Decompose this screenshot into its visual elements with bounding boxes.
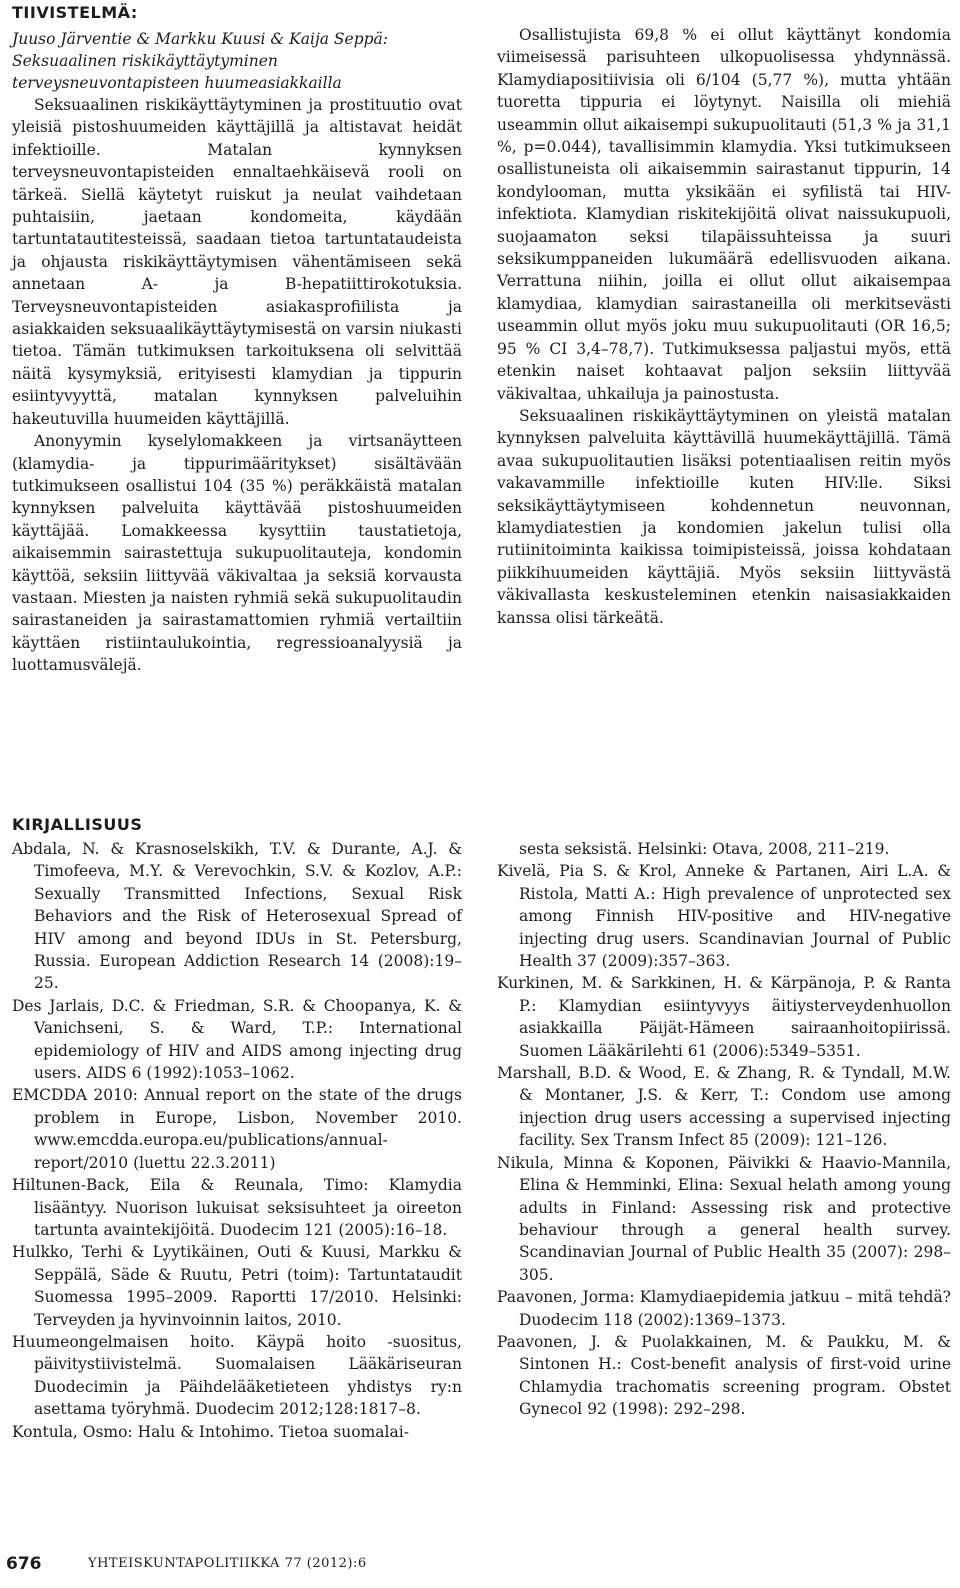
reference-item: Hulkko, Terhi & Lyytikäinen, Outi & Kuusi, Markku & Seppälä, Säde & Ruutu, Petri (toim): Tartuntataudit Suomessa 1995–2009. Raportti 17/2010. Helsinki: Terveyden ja hyvinvoinnin laitos, 2010.: [12, 1243, 462, 1329]
reference-item: Abdala, N. & Krasnoselskikh, T.V. & Durante, A.J. & Timofeeva, M.Y. & Verevochkin, S.V. & Kozlov, A.P.: Sexually Transmitted Infections, Sexual Risk Behaviors and the Risk of Heterosexual Spread of HIV among and beyond IDUs in St. Petersburg, Russia. European Addiction Research 14 (2008):19–25.: [12, 840, 462, 993]
journal-name: YHTEISKUNTAPOLITIIKKA 77 (2012):6: [88, 1556, 367, 1571]
reference-item: Paavonen, Jorma: Klamydiaepidemia jatkuu – mitä tehdä? Duodecim 118 (2002):1369–1373.: [497, 1288, 951, 1329]
page-footer: [0, 1547, 960, 1581]
abstract-title: Juuso Järventie & Markku Kuusi & Kaija Seppä: Seksuaalinen riskikäyttäytyminen terveysneuvontapisteen huumeasiakkailla: [12, 30, 389, 92]
references-heading-wrap: [12, 816, 142, 840]
reference-item: Des Jarlais, D.C. & Friedman, S.R. & Choopanya, K. & Vanichseni, S. & Ward, T.P.: International epidemiology of HIV and AIDS among injecting drug users. AIDS 6 (1992):1053–1062.: [12, 996, 462, 1083]
references-heading: KIRJALLISUUS: [12, 815, 143, 834]
abstract-column-left: [12, 4, 462, 677]
abstract-heading: TIIVISTELMÄ:: [12, 3, 138, 22]
references-column-right: [497, 838, 951, 1421]
abstract-paragraph: Seksuaalinen riskikäyttäytyminen on yleistä matalan kynnyksen palveluita käyttävillä huumekäyttäjillä. Tämä avaa sukupuolitautien lisäksi potentiaalisen reitin myös vakavammille infektioille kuten HIV:lle. Siksi seksikäyttäytymiseen kohdennetun neuvonnan, klamydiatestien ja kondomien jakelun tulisi olla rutiinitoiminta kaikissa toimipisteissä, joissa kohdataan piikkihuumeiden käyttäjiä. Myös seksiin liittyvästä väkivallasta keskusteleminen etenkin naisasiakkaiden kanssa olisi tärkeätä.: [497, 406, 951, 627]
abstract-paragraph: Osallistujista 69,8 % ei ollut käyttänyt kondomia viimeisessä parisuhteen ulkopuolisessa yhdynnässä. Klamydiapositiivisia oli 6/104 (5,77 %), mutta yhtään tuoretta tippuria ei löytynyt. Naisilla oli miehiä useammin ollut aikaisempi sukupuolitauti (51,3 % ja 31,1 %, p=0.044), tavallisimmin klamydia. Yksi tutkimukseen osallistuneista oli aikaisemmin sairastanut tippurin, 14 kondylooman, mutta yksikään ei syfilistä tai HIV-infektiota. Klamydian riskitekijöitä olivat naissukupuoli, suojaamaton seksi tilapäissuhteissa ja suuri seksikumppaneiden lukumäärä edellisvuoden aikana. Verrattuna niihin, joilla ei ollut ollut aikaisempaa klamydiaa, klamydian sairastaneilla oli merkitsevästi useammin ollut myös joku muu sukupuolitauti (OR 16,5; 95 % CI 3,4–78,7). Tutkimuksessa paljastui myös, että etenkin naiset kohtaavat paljon seksiin liittyvää väkivaltaa, uhkailuja ja painostusta.: [497, 26, 951, 403]
abstract-paragraph: Seksuaalinen riskikäyttäytyminen ja prostituutio ovat yleisiä pistoshuumeiden käyttäjillä ja altistavat heidät infektioille. Matalan kynnyksen terveysneuvontapisteiden ennaltaehkäisevä rooli on tärkeä. Siellä käytetyt ruiskut ja neulat vaihdetaan puhtaisiin, jaetaan kondomeita, käydään tartuntatautitesteissä, saadaan tietoa tartuntataudeista ja ohjausta riskikäyttäytymisen vähentämiseen sekä annetaan A- ja B-hepatiittirokotuksia. Terveysneuvontapisteiden asiakasprofiilista ja asiakkaiden seksuaalikäyttäytymisestä on varsin niukasti tietoa. Tämän tutkimuksen tarkoituksena oli selvittää näitä kysymyksiä, erityisesti klamydian ja tippurin esiintyvyyttä, matalan kynnyksen palveluihin hakeutuvilla huumeiden käyttäjillä.: [12, 96, 462, 428]
references-column-left: [12, 838, 462, 1443]
reference-item: Nikula, Minna & Koponen, Päivikki & Haavio-Mannila, Elina & Hemminki, Elina: Sexual helath among young adults in Finland: Assessing risk and protective behaviour through a general health survey. Scandinavian Journal of Public Health 35 (2007): 298–305.: [497, 1153, 951, 1284]
reference-item: Kivelä, Pia S. & Krol, Anneke & Partanen, Airi L.A. & Ristola, Matti A.: High prevalence of unprotected sex among Finnish HIV-positive and HIV-negative injecting drug users. Scandinavian Journal of Public Health 37 (2009):357–363.: [497, 862, 951, 971]
reference-item: Kontula, Osmo: Halu & Intohimo. Tietoa suomalai-: [12, 1422, 409, 1441]
abstract-paragraph: Anonyymin kyselylomakkeen ja virtsanäytteen (klamydia- ja tippurimääritykset) sisältävään tutkimukseen osallistui 104 (35 %) peräkkäistä matalan kynnyksen palveluita käyttävää pistoshuumeiden käyttäjää. Lomakkeessa kysyttiin taustatietoja, aikaisemmin sairastettuja sukupuolitauteja, kondomin käyttöä, seksiin liittyvää väkivaltaa ja seksiä korvausta vastaan. Miesten ja naisten ryhmiä sekä sukupuolitaudin sairastaneiden ja sairastamattomien ryhmiä vertailtiin käyttäen ristiintaulukointia, regressioanalyysiä ja luottamusvälejä.: [12, 432, 462, 675]
reference-continuation: sesta seksistä. Helsinki: Otava, 2008, 211–219.: [519, 840, 890, 858]
reference-item: Huumeongelmaisen hoito. Käypä hoito -suositus, päivitystiivistelmä. Suomalaisen Lääkäriseuran Duodecimin ja Päihdelääketieteen yhdistys ry:n asettama työryhmä. Duodecim 2012;128:1817–8.: [12, 1332, 462, 1419]
abstract-column-right: [497, 24, 951, 629]
reference-item: Hiltunen-Back, Eila & Reunala, Timo: Klamydia lisääntyy. Nuorison lukuisat seksisuhteet ja oireeton tartunta avaintekijöitä. Duodecim 121 (2005):16–18.: [12, 1176, 462, 1239]
reference-item: Kurkinen, M. & Sarkkinen, H. & Kärpänoja, P. & Ranta P.: Klamydian esiintyvyys äitiysterveydenhuollon asiakkailla Päijät-Hämeen sairaanhoitopiirissä. Suomen Lääkärilehti 61 (2006):5349–5351.: [497, 974, 951, 1060]
reference-item: Marshall, B.D. & Wood, E. & Zhang, R. & Tyndall, M.W. & Montaner, J.S. & Kerr, T.: Condom use among injection drug users accessing a supervised injecting facility. Sex Transm Infect 85 (2009): 121–126.: [497, 1064, 951, 1150]
reference-item: EMCDDA 2010: Annual report on the state of the drugs problem in Europe, Lisbon, November 2010. www.emcdda.europa.eu/publications/annual-report/2010 (luettu 22.3.2011): [12, 1086, 462, 1172]
page-number: 676: [0, 1547, 48, 1581]
reference-item: Paavonen, J. & Puolakkainen, M. & Paukku, M. & Sintonen H.: Cost-benefit analysis of first-void urine Chlamydia trachomatis screening program. Obstet Gynecol 92 (1998): 292–298.: [497, 1332, 951, 1419]
